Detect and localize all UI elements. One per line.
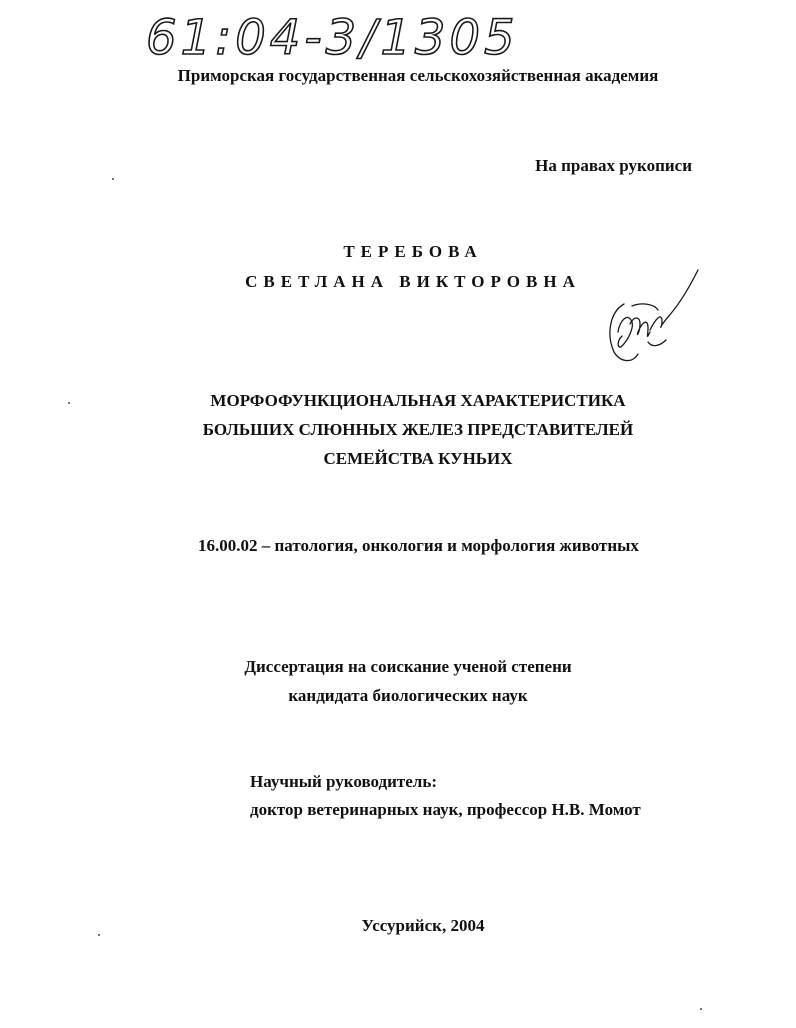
city-year: Уссурийск, 2004	[361, 916, 485, 935]
author-given-names: СВЕТЛАНА ВИКТОРОВНА	[245, 272, 581, 291]
rights-note: На правах рукописи	[535, 156, 692, 175]
scan-speck	[112, 178, 114, 180]
scan-speck	[700, 1008, 702, 1010]
svg-text:61:04-3/1305: 61:04-3/1305	[146, 10, 519, 64]
handwritten-shelfmark	[142, 4, 522, 64]
supervisor-name: доктор ветеринарных наук, профессор Н.В. Момот	[250, 800, 641, 819]
degree-line: кандидата биологических наук	[288, 686, 528, 705]
degree-line: Диссертация на соискание ученой степени	[244, 657, 572, 676]
degree-statement	[0, 652, 796, 710]
supervisor-label: Научный руководитель:	[250, 772, 437, 791]
title-line: СЕМЕЙСТВА КУНЬИХ	[323, 449, 513, 468]
handwritten-signature	[602, 262, 706, 370]
scan-speck	[68, 402, 70, 404]
specialty-code: 16.00.02 – патология, онкология и морфология животных	[198, 536, 639, 555]
institution-name: Приморская государственная сельскохозяйственная академия	[177, 66, 659, 85]
dissertation-title	[0, 386, 796, 473]
scan-speck	[98, 934, 100, 936]
title-line: БОЛЬШИХ СЛЮННЫХ ЖЕЛЕЗ ПРЕДСТАВИТЕЛЕЙ	[202, 420, 634, 439]
title-line: МОРФОФУНКЦИОНАЛЬНАЯ ХАРАКТЕРИСТИКА	[210, 391, 626, 410]
author-surname: ТЕРЕБОВА	[343, 242, 483, 261]
